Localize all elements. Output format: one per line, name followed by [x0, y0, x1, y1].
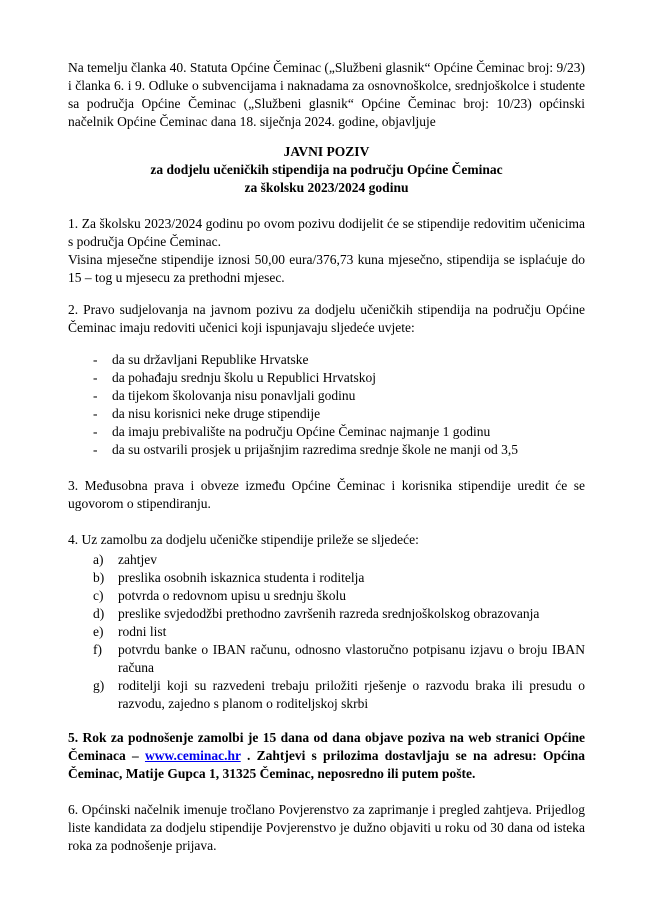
letter-marker: c) [93, 588, 104, 603]
bullet-marker: - [93, 442, 98, 457]
list-item-text: da tijekom školovanja nisu ponavljali godinu [112, 388, 356, 403]
list-item-text: da imaju prebivalište na području Općine Čeminac najmanje 1 godinu [112, 424, 491, 439]
bullet-marker: - [93, 388, 98, 403]
section-1-paragraph-1: 1. Za školsku 2023/2024 godinu po ovom pozivu dodijelit će se stipendije redovitim učenicima s područja Općine Čeminac. [68, 216, 585, 249]
ceminac-website-link[interactable]: www.ceminac.hr [144, 748, 241, 763]
bullet-marker: - [93, 424, 98, 439]
title-line-1: JAVNI POZIV [283, 144, 370, 159]
title-line-3: za školsku 2023/2024 godinu [244, 180, 409, 195]
section-1-paragraph-2: Visina mjesečne stipendije iznosi 50,00 eura/376,73 kuna mjesečno, stipendija se isplaćuje do 15 – tog u mjesecu za prethodni mjesec. [68, 252, 585, 285]
list-item [68, 551, 585, 569]
section-1 [68, 215, 585, 287]
list-item [68, 641, 585, 677]
letter-marker: b) [93, 570, 105, 585]
list-item-text: preslika osobnih iskaznica studenta i roditelja [118, 570, 365, 585]
section-3-paragraph: 3. Međusobna prava i obveze između Općine Čeminac i korisnika stipendije uredit će se ugovorom o stipendiranju. [68, 478, 585, 511]
title-line-2: za dodjelu učeničkih stipendija na području Općine Čeminac [150, 162, 503, 177]
section-4-intro: 4. Uz zamolbu za dodjelu učeničke stipendije prileže se sljedeće: [68, 532, 419, 547]
list-item-text: preslike svjedodžbi prethodno završenih razreda srednjoškolskog obrazovanja [118, 606, 540, 621]
list-item [68, 369, 585, 387]
list-item [68, 405, 585, 423]
list-item [68, 351, 585, 369]
section-2-condition-list [68, 351, 585, 459]
list-item-text: roditelji koji su razvedeni trebaju priložiti rješenje o razvodu braka ili presudu o razvodu, zajedno s planom o roditeljskoj skrbi [118, 678, 585, 711]
list-item [68, 677, 585, 713]
list-item-text: potvrda o redovnom upisu u srednju školu [118, 588, 346, 603]
letter-marker: g) [93, 678, 105, 693]
intro-paragraph: Na temelju članka 40. Statuta Općine Čeminac („Službeni glasnik“ Općine Čeminac broj: 9/23) i članka 6. i 9. Odluke o subvencijama i naknadama za osnovnoškolce, srednjoškolce i studente sa područja Općine Čeminac („Službeni glasnik“ Općine Čeminac broj: 10/23) općinski načelnik Općine Čeminac dana 18. siječnja 2024. godine, objavljuje [68, 60, 585, 129]
list-item [68, 587, 585, 605]
list-item-text: da su ostvarili prosjek u prijašnjim razredima srednje škole ne manji od 3,5 [112, 442, 519, 457]
section-2-intro: 2. Pravo sudjelovanja na javnom pozivu za dodjelu učeničkih stipendija na području Općine Čeminac imaju redoviti učenici koji ispunjavaju sljedeće uvjete: [68, 302, 585, 335]
list-item [68, 387, 585, 405]
list-item [68, 623, 585, 641]
document-title [68, 143, 585, 197]
letter-marker: e) [93, 624, 104, 639]
list-item-text: rodni list [118, 624, 167, 639]
list-item [68, 441, 585, 459]
section-5-text-before-link: 5. Rok za podnošenje zamolbi je 15 dana od dana objave poziva na web stranici Općine Čeminaca – [68, 730, 585, 763]
list-item [68, 423, 585, 441]
list-item-text: da pohađaju srednju školu u Republici Hrvatskoj [112, 370, 376, 385]
letter-marker: a) [93, 552, 104, 567]
section-4-attachment-list [68, 551, 585, 713]
list-item-text: potvrdu banke o IBAN računu, odnosno vlastoručno potpisanu izjavu o broju IBAN računa [118, 642, 585, 675]
bullet-marker: - [93, 406, 98, 421]
section-5-text-after-link: . Zahtjevi s prilozima dostavljaju se na adresu: Općina Čeminac, Matije Gupca 1, 31325 Čeminac, neposredno ili putem pošte. [68, 748, 585, 781]
bullet-marker: - [93, 370, 98, 385]
list-item-text: da nisu korisnici neke druge stipendije [112, 406, 321, 421]
list-item-text: da su državljani Republike Hrvatske [112, 352, 309, 367]
list-item-text: zahtjev [118, 552, 157, 567]
letter-marker: d) [93, 606, 105, 621]
bullet-marker: - [93, 352, 98, 367]
letter-marker: f) [93, 642, 102, 657]
list-item [68, 605, 585, 623]
section-5-paragraph [68, 729, 585, 783]
list-item [68, 569, 585, 587]
section-6-paragraph: 6. Općinski načelnik imenuje tročlano Povjerenstvo za zaprimanje i pregled zahtjeva. Prijedlog liste kandidata za dodjelu stipendije Povjerenstvo je dužno objaviti u roku od 30 dana od isteka roka za podnošenje prijava. [68, 802, 585, 853]
